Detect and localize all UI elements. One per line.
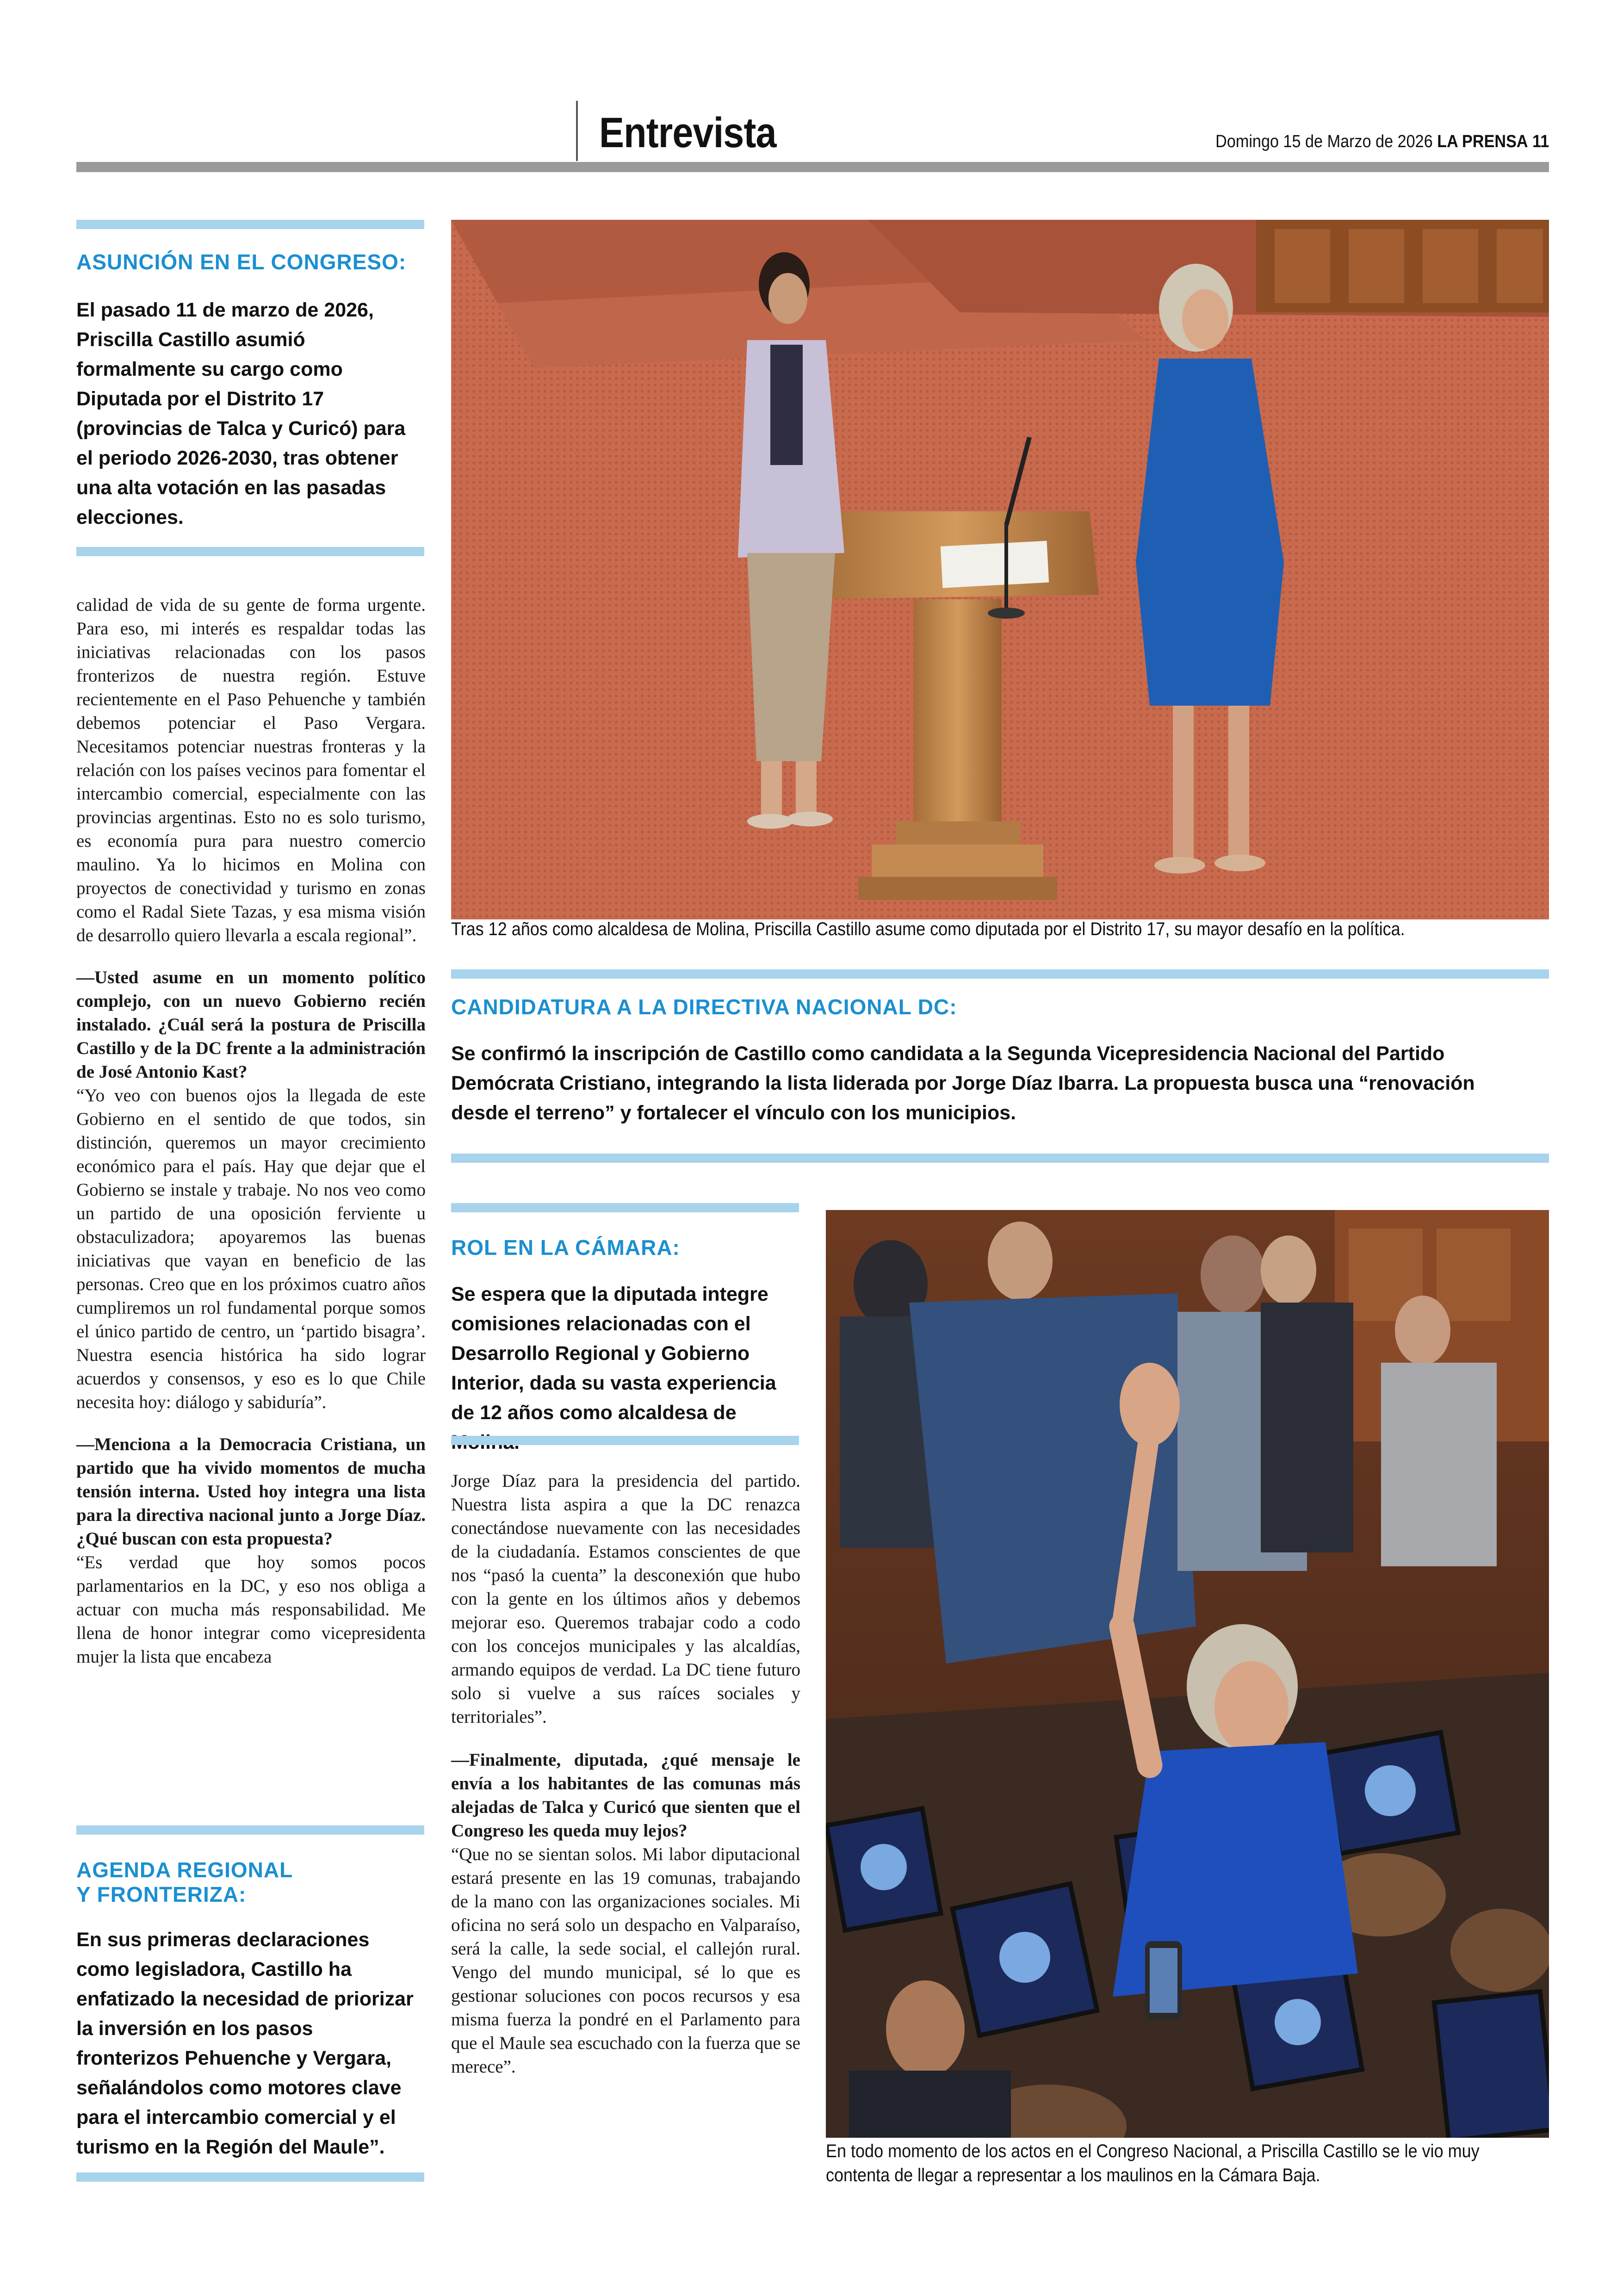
interview-answer: “Que no se sientan solos. Mi labor diputacional estará presente en las 19 comunas, trabajando de la mano con las organizaciones sociales. Mi oficina no será solo un despacho en Valparaíso, será la calle, la sede social, el callejón rural. Vengo del mundo municipal, sé lo que es gestionar soluciones con pocos recursos y esa misma fuerza la pondré en el Parlamento para que el Maule sea escuchado con la fuerza que se merece”. [451, 1844, 800, 2077]
section-title: Entrevista [599, 109, 776, 156]
publication-name: LA PRENSA [1437, 132, 1528, 151]
page-number: 11 [1532, 132, 1549, 151]
interview-answer: “Es verdad que hoy somos pocos parlamentarios en la DC, y eso nos obliga a actuar con mucha más responsabilidad. Me llena de honor integrar como vicepresidenta mujer la lista que encabeza [76, 1552, 426, 1667]
candidatura-title: CANDIDATURA A LA DIRECTIVA NACIONAL DC: [451, 995, 957, 1019]
asuncion-title: ASUNCIÓN EN EL CONGRESO: [76, 250, 407, 274]
article-column-middle [451, 1469, 800, 2079]
box-top-bar [76, 220, 424, 229]
agenda-title-line1: AGENDA REGIONAL [76, 1858, 293, 1882]
box-bottom-bar [451, 1154, 1549, 1163]
photo2-caption: En todo momento de los actos en el Congreso Nacional, a Priscilla Castillo se le vio muy contenta de llegar a representar a los maulinos en la Cámara Baja. [826, 2141, 1480, 2185]
paragraph: calidad de vida de su gente de forma urgente. Para eso, mi interés es respaldar todas las iniciativas relacionadas con los pasos fronterizos de nuestra región. Estuve recientemente en el Paso Pehuenche y también debemos potenciar el Paso Vergara. Necesitamos potenciar nuestras fronteras y la relación con los países vecinos para fomentar el intercambio comercial, especialmente con las provincias argentinas. Esto no es solo turismo, es economía pura para nuestro comercio maulino. Ya lo hicimos en Molina con proyectos de conectividad y turismo en zonas como el Radal Siete Tazas, y esa misma visión de desarrollo quiero llevarla a escala regional”. [76, 595, 426, 945]
interview-question: —Menciona a la Democracia Cristiana, un partido que ha vivido momentos de mucha tensión interna. Usted hoy integra una lista para la directiva nacional junto a Jorge Díaz. ¿Qué buscan con esta propuesta? [76, 1434, 426, 1549]
photo1-caption: Tras 12 años como alcaldesa de Molina, Priscilla Castillo asume como diputada por el Distrito 17, su mayor desafío en la política. [451, 919, 1405, 939]
agenda-title-line2: Y FRONTERIZA: [76, 1882, 247, 1906]
box-bottom-bar [76, 547, 424, 556]
interview-answer: “Yo veo con buenos ojos la llegada de este Gobierno en el sentido de que todos, sin distinción, queremos un mayor crecimiento económico para el país. Hay que dejar que el Gobierno se instale y trabaje. No nos veo como un partido de una oposición ferviente u obstaculizadora; apoyaremos las buenas iniciativas que vayan en beneficio de las personas. Creo que en los próximos cuatro años cumpliremos un rol fundamental porque somos el único partido de centro, un ‘partido bisagra’. Nuestra esencia histórica ha sido lograr acuerdos y consensos, y eso es lo que Chile necesita hoy: diálogo y sabiduría”. [76, 1086, 426, 1412]
interview-question: —Usted asume en un momento político complejo, con un nuevo Gobierno recién instalado. ¿Cuál será la postura de Priscilla Castillo y de la DC frente a la administración de José Antonio Kast? [76, 968, 426, 1082]
swearing-in-photo-illustration [451, 220, 1549, 919]
swearing-in-photo [451, 220, 1549, 919]
interview-question: —Finalmente, diputada, ¿qué mensaje le envía a los habitantes de las comunas más alejadas de Talca y Curicó que sienten que el Congreso les queda muy lejos? [451, 1750, 800, 1841]
box-bottom-bar [451, 1436, 799, 1445]
issue-date: Domingo 15 de Marzo de 2026 [1215, 132, 1433, 151]
box-top-bar [76, 1825, 424, 1835]
chamber-photo-illustration [826, 1210, 1549, 2138]
dateline [1215, 132, 1549, 152]
header-divider [576, 101, 578, 161]
box-bottom-bar [76, 2172, 424, 2182]
candidatura-text: Se confirmó la inscripción de Castillo como candidata a la Segunda Vicepresidencia Nacional del Partido Demócrata Cristiano, integrando la lista liderada por Jorge Díaz Ibarra. La propuesta busca una “renovación desde el terreno” y fortalecer el vínculo con los municipios. [451, 1043, 1475, 1124]
agenda-title [76, 1858, 428, 1907]
box-top-bar [451, 969, 1549, 979]
article-column-left [76, 593, 426, 1669]
agenda-text: En sus primeras declaraciones como legisladora, Castillo ha enfatizado la necesidad de priorizar la inversión en los pasos fronterizos Pehuenche y Vergara, señalándolos como motores clave para el intercambio comercial y el turismo en la Región del Maule”. [76, 1929, 414, 2158]
box-top-bar [451, 1203, 799, 1212]
paragraph: Jorge Díaz para la presidencia del partido. Nuestra lista aspira a que la DC renazca conectándose nuevamente con las necesidades de la ciudadanía. Estamos conscientes de que nos “pasó la cuenta” la desconexión que hubo con la gente en los últimos años y debemos mejorar eso. Queremos trabajar codo a codo con los concejos municipales y las alcaldías, armando equipos de verdad. La DC tiene futuro solo si vuelve a sus raíces sociales y territoriales”. [451, 1471, 800, 1727]
asuncion-text: El pasado 11 de marzo de 2026, Priscilla Castillo asumió formalmente su cargo como Diputada por el Distrito 17 (provincias de Talca y Curicó) para el periodo 2026-2030, tras obtener una alta votación en las pasadas elecciones. [76, 299, 406, 528]
rol-text: Se espera que la diputada integre comisiones relacionadas con el Desarrollo Regional y Gobierno Interior, dada su vasta experiencia de 12 años como alcaldesa de [451, 1283, 776, 1424]
chamber-photo [826, 1210, 1549, 2138]
header-rule [76, 162, 1549, 172]
rol-title: ROL EN LA CÁMARA: [451, 1235, 680, 1260]
